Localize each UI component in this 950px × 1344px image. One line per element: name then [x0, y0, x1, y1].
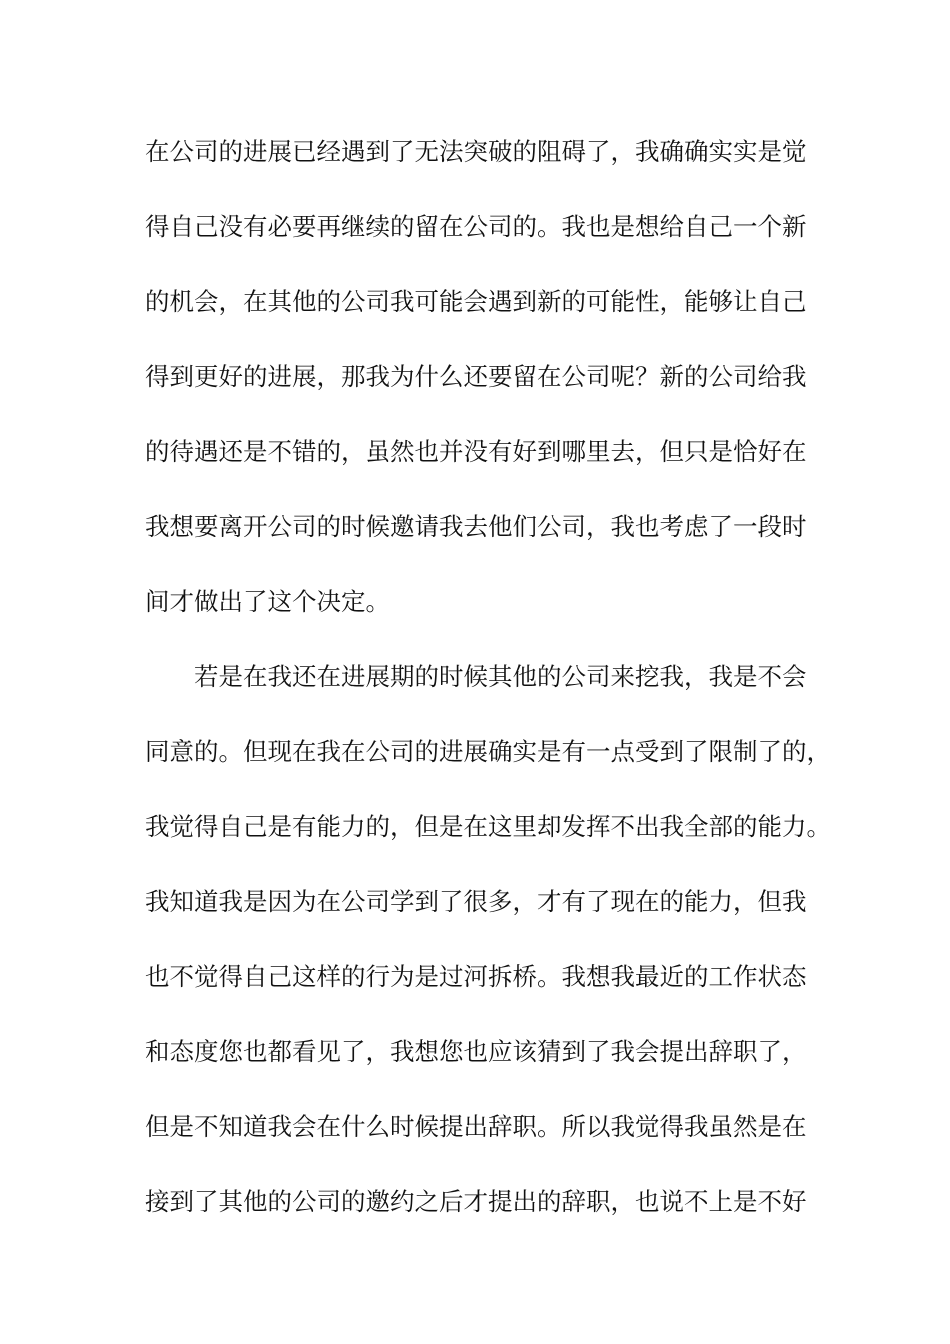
paragraph-line: 的待遇还是不错的，虽然也并没有好到哪里去，但只是恰好在 — [145, 437, 807, 466]
paragraph-line: 同意的。但现在我在公司的进展确实是有一点受到了限制了的， — [145, 737, 831, 766]
paragraph-line: 得到更好的进展，那我为什么还要留在公司呢？新的公司给我 — [145, 362, 807, 391]
paragraph-line: 间才做出了这个决定。 — [145, 587, 390, 616]
paragraph-line: 的机会，在其他的公司我可能会遇到新的可能性，能够让自己 — [145, 287, 807, 316]
paragraph-line: 我想要离开公司的时候邀请我去他们公司，我也考虑了一段时 — [145, 512, 807, 541]
paragraph-line: 也不觉得自己这样的行为是过河拆桥。我想我最近的工作状态 — [145, 962, 807, 991]
paragraph-line-indented: 若是在我还在进展期的时候其他的公司来挖我，我是不会 — [194, 662, 807, 691]
paragraph-line: 和态度您也都看见了，我想您也应该猜到了我会提出辞职了， — [145, 1037, 807, 1066]
paragraph-line: 但是不知道我会在什么时候提出辞职。所以我觉得我虽然是在 — [145, 1112, 807, 1141]
paragraph-line: 我觉得自己是有能力的，但是在这里却发挥不出我全部的能力。 — [145, 812, 831, 841]
paragraph-line: 得自己没有必要再继续的留在公司的。我也是想给自己一个新 — [145, 212, 807, 241]
paragraph-line: 接到了其他的公司的邀约之后才提出的辞职，也说不上是不好 — [145, 1187, 807, 1216]
paragraph-line: 在公司的进展已经遇到了无法突破的阻碍了，我确确实实是觉 — [145, 137, 807, 166]
paragraph-line: 我知道我是因为在公司学到了很多，才有了现在的能力，但我 — [145, 887, 807, 916]
